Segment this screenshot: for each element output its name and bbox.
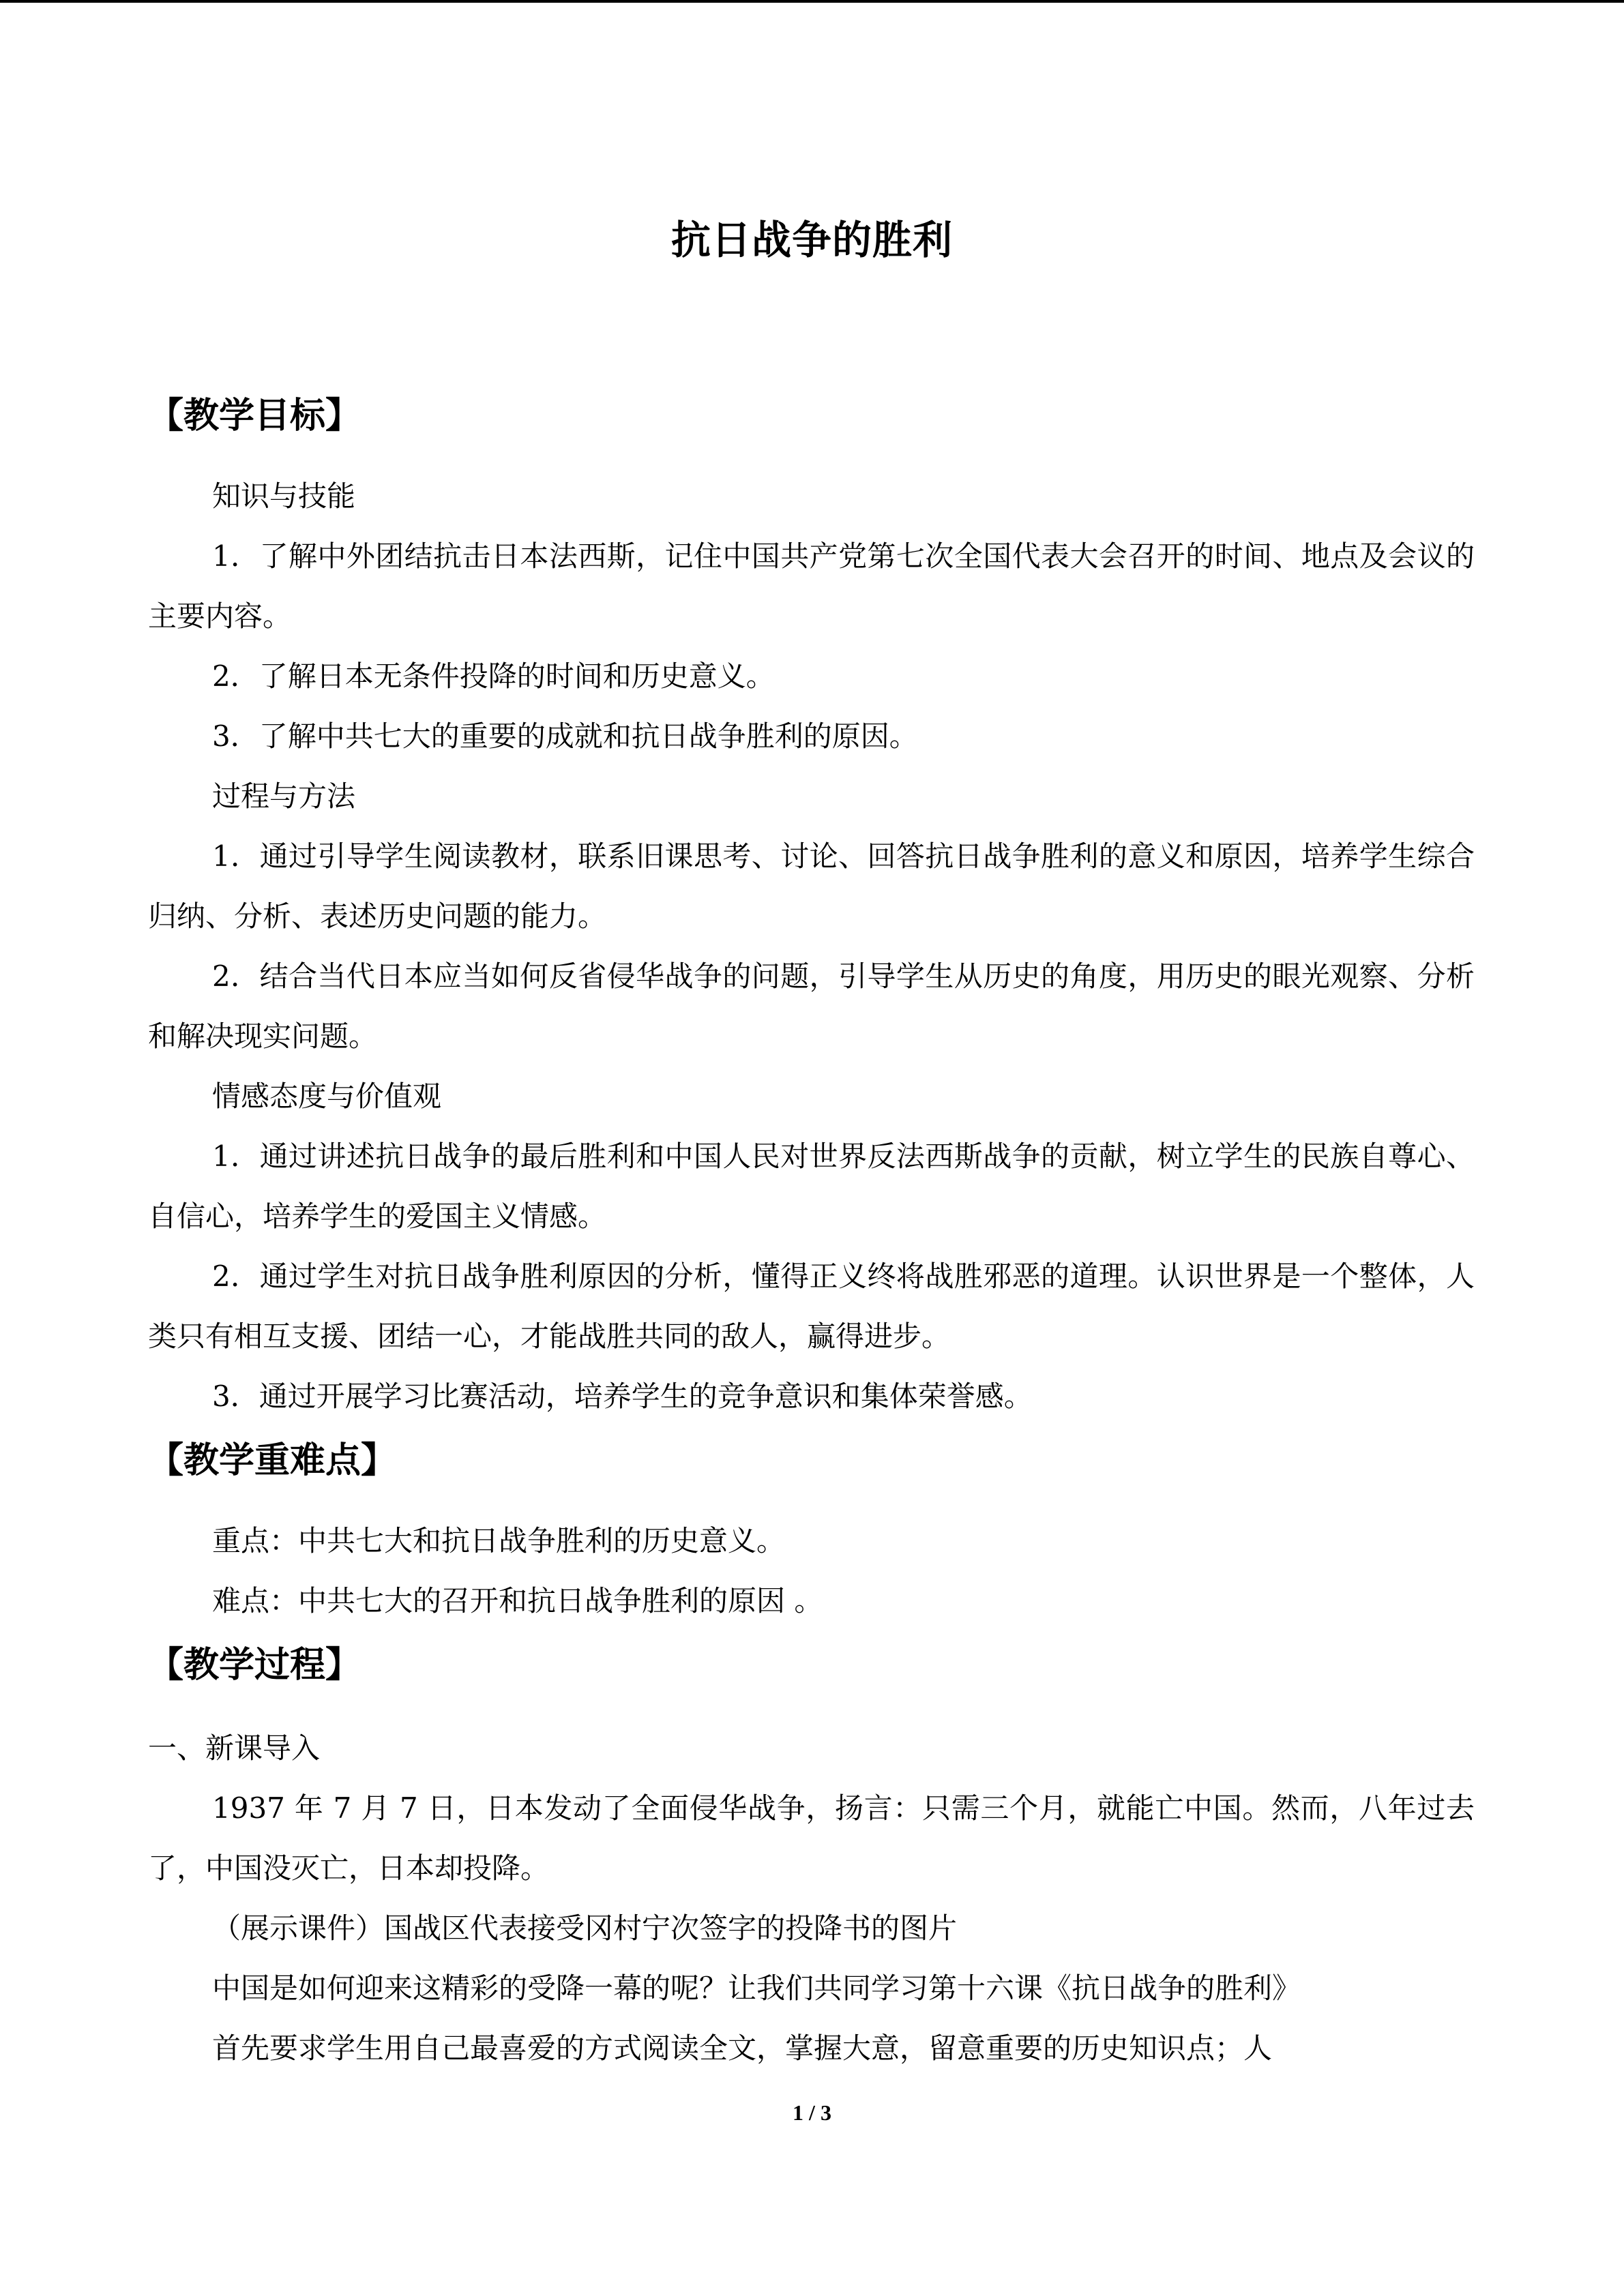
process-intro-paragraph: 1937 年 7 月 7 日，日本发动了全面侵华战争，扬言：只需三个月，就能亡中国。然而，八年过去了，中国没灭亡，日本却投降。	[148, 1791, 1475, 1885]
section-heading-process: 【教学过程】	[148, 1645, 361, 1686]
key-point-focus: 重点：中共七大和抗日战争胜利的历史意义。	[212, 1524, 786, 1557]
objective-knowledge-3: 3．了解中共七大的重要的成就和抗日战争胜利的原因。	[212, 719, 918, 753]
section-heading-objectives: 【教学目标】	[148, 396, 361, 436]
objective-emotion-3: 3．通过开展学习比赛活动，培养学生的竞争意识和集体荣誉感。	[212, 1380, 1033, 1413]
process-show-slide: （展示课件）国战区代表接受冈村宁次签字的投降书的图片	[212, 1911, 958, 1945]
objective-process-1: 1．通过引导学生阅读教材，联系旧课思考、讨论、回答抗日战争胜利的意义和原因，培养学生综合归纳、分析、表述历史问题的能力。	[148, 839, 1475, 933]
objective-process-2: 2．结合当代日本应当如何反省侵华战争的问题，引导学生从历史的角度，用历史的眼光观察、分析和解决现实问题。	[148, 959, 1475, 1053]
key-point-difficulty: 难点：中共七大的召开和抗日战争胜利的原因 。	[212, 1584, 823, 1617]
objective-emotion-1: 1．通过讲述抗日战争的最后胜利和中国人民对世界反法西斯战争的贡献，树立学生的民族自尊心、自信心，培养学生的爱国主义情感。	[148, 1139, 1475, 1233]
document-title: 抗日战争的胜利	[670, 217, 953, 263]
objective-knowledge-1: 1．了解中外团结抗击日本法西斯，记住中国共产党第七次全国代表大会召开的时间、地点及会议的主要内容。	[148, 539, 1475, 633]
subheading-emotion-values: 情感态度与价值观	[212, 1079, 442, 1113]
page-number: 1 / 3	[793, 2100, 831, 2125]
process-question: 中国是如何迎来这精彩的受降一幕的呢？让我们共同学习第十六课《抗日战争的胜利》	[212, 1971, 1301, 2005]
subheading-process-methods: 过程与方法	[212, 779, 356, 813]
top-border-line	[0, 0, 1624, 3]
process-step-1-title: 一、新课导入	[148, 1731, 321, 1765]
section-heading-key-points: 【教学重难点】	[148, 1440, 397, 1481]
objective-knowledge-2: 2．了解日本无条件投降的时间和历史意义。	[212, 659, 775, 693]
objective-emotion-2: 2．通过学生对抗日战争胜利原因的分析，懂得正义终将战胜邪恶的道理。认识世界是一个整体，人类只有相互支援、团结一心，才能战胜共同的敌人，赢得进步。	[148, 1259, 1475, 1353]
process-first-instruction: 首先要求学生用自己最喜爱的方式阅读全文，掌握大意，留意重要的历史知识点；人	[212, 2031, 1273, 2065]
subheading-knowledge-skills: 知识与技能	[212, 479, 356, 513]
